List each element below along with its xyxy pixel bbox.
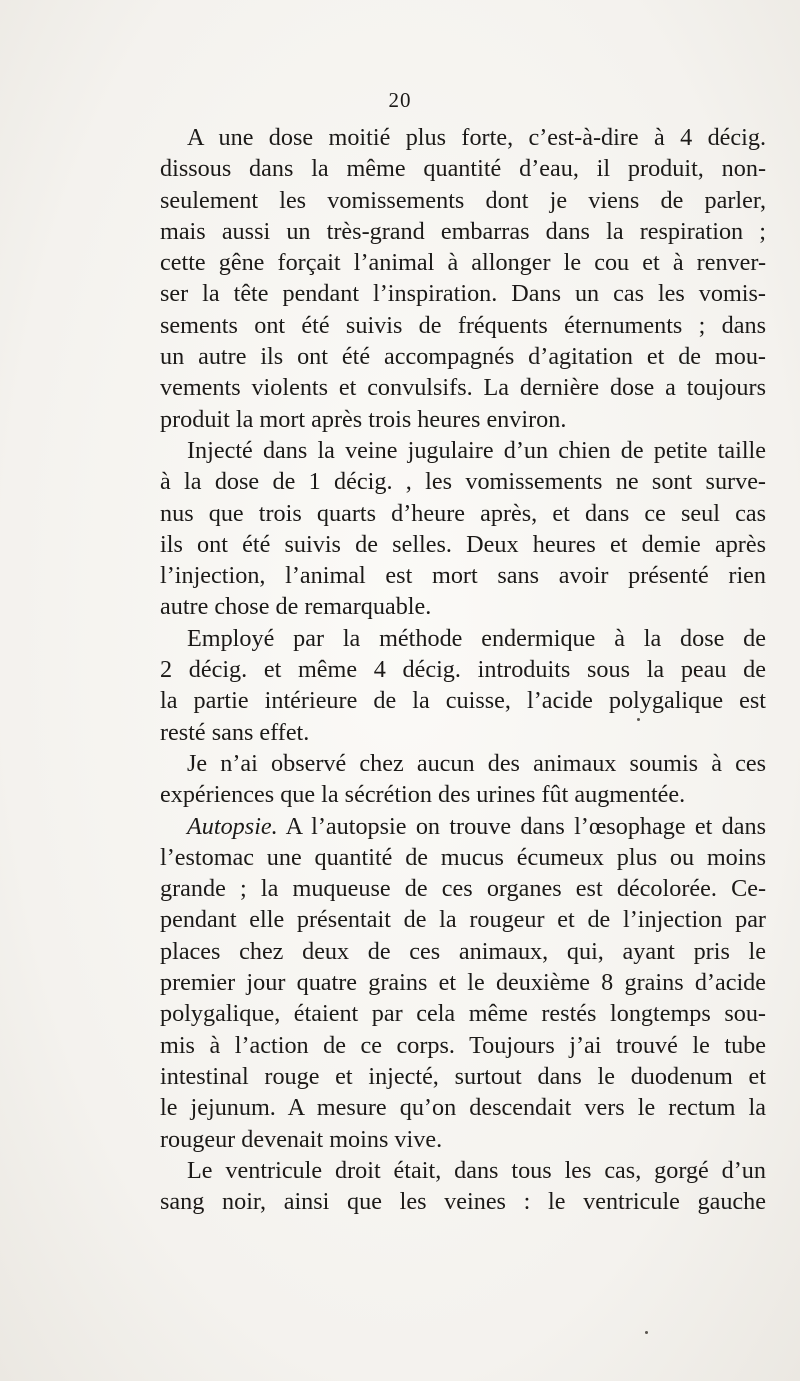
- line-text: l’estomac une quantité de mucus écumeux plus ou moins: [160, 843, 766, 871]
- line-text: places chez deux de ces animaux, qui, ayant pris le: [160, 937, 766, 965]
- text-line: [160, 466, 766, 497]
- line-text: mais aussi un très-grand embarras dans la respiration ;: [160, 217, 766, 245]
- text-line: [160, 748, 766, 779]
- line-text: vements violents et convulsifs. La dernière dose a toujours: [160, 374, 766, 402]
- line-text: resté sans effet.: [160, 718, 310, 746]
- line-text: le jejunum. A mesure qu’on descendait vers le rectum la: [160, 1094, 766, 1122]
- line-text: la partie intérieure de la cuisse, l’acide polygalique est: [160, 687, 766, 715]
- text-line: [160, 372, 766, 403]
- text-line: [160, 842, 766, 873]
- text-line: [160, 216, 766, 247]
- body-text: [160, 122, 766, 1217]
- text-line: [160, 122, 766, 153]
- text-line: [160, 247, 766, 278]
- line-text: expériences que la sécrétion des urines fût augmentée.: [160, 781, 686, 809]
- text-line: [160, 341, 766, 372]
- text-line: [160, 873, 766, 904]
- text-line: [160, 811, 766, 842]
- line-text: Injecté dans la veine jugulaire d’un chien de petite taille: [187, 436, 766, 464]
- text-line: [160, 1092, 766, 1123]
- line-text: grande ; la muqueuse de ces organes est décolorée. Ce-: [160, 875, 766, 903]
- text-line: [160, 1186, 766, 1217]
- text-line: [160, 1124, 766, 1155]
- text-line: [160, 1030, 766, 1061]
- text-line: [160, 654, 766, 685]
- text-line: [160, 904, 766, 935]
- line-text: seulement les vomissements dont je viens de parler,: [160, 186, 766, 214]
- text-line: [160, 717, 766, 748]
- text-line: [160, 936, 766, 967]
- text-line: [160, 779, 766, 810]
- text-line: [160, 185, 766, 216]
- italic-heading: Autopsie.: [187, 812, 278, 840]
- ink-speck: [637, 718, 640, 721]
- line-text: dissous dans la même quantité d’eau, il produit, non-: [160, 155, 766, 183]
- ink-speck: [645, 1331, 648, 1334]
- text-line: [160, 498, 766, 529]
- line-text: A une dose moitié plus forte, c’est-à-dire à 4 décig.: [187, 124, 766, 151]
- line-text: Je n’ai observé chez aucun des animaux soumis à ces: [187, 749, 766, 777]
- line-text: mis à l’action de ce corps. Toujours j’ai trouvé le tube: [160, 1031, 766, 1059]
- text-line: [160, 278, 766, 309]
- line-text: rougeur devenait moins vive.: [160, 1125, 443, 1153]
- text-line: [160, 310, 766, 341]
- line-text: A l’autopsie on trouve dans l’œsophage et dans: [277, 812, 766, 840]
- text-line: [160, 998, 766, 1029]
- page-number: 20: [388, 88, 412, 112]
- line-text: à la dose de 1 décig. , les vomissements ne sont surve-: [160, 468, 766, 496]
- line-text: un autre ils ont été accompagnés d’agitation et de mou-: [160, 343, 766, 371]
- text-line: [160, 685, 766, 716]
- line-text: l’injection, l’animal est mort sans avoir présenté rien: [160, 562, 766, 590]
- line-text: ils ont été suivis de selles. Deux heures et demie après: [160, 530, 766, 558]
- line-text: Le ventricule droit était, dans tous les cas, gorgé d’un: [187, 1156, 766, 1184]
- text-line: [160, 1155, 766, 1186]
- line-text: 2 décig. et même 4 décig. introduits sous la peau de: [160, 656, 766, 684]
- text-line: [160, 591, 766, 622]
- line-text: premier jour quatre grains et le deuxième 8 grains d’acide: [160, 969, 766, 997]
- line-text: intestinal rouge et injecté, surtout dans le duodenum et: [160, 1062, 766, 1090]
- text-line: [160, 153, 766, 184]
- text-line: [160, 529, 766, 560]
- text-line: [160, 435, 766, 466]
- text-line: [160, 1061, 766, 1092]
- text-line: [160, 404, 766, 435]
- line-text: ser la tête pendant l’inspiration. Dans un cas les vomis-: [160, 280, 766, 308]
- line-text: Employé par la méthode endermique à la dose de: [187, 624, 766, 652]
- line-text: cette gêne forçait l’animal à allonger le cou et à renver-: [160, 249, 766, 277]
- text-line: [160, 623, 766, 654]
- line-text: sang noir, ainsi que les veines : le ventricule gauche: [160, 1188, 766, 1216]
- line-text: nus que trois quarts d’heure après, et dans ce seul cas: [160, 499, 766, 527]
- line-text: produit la mort après trois heures environ.: [160, 405, 567, 433]
- text-line: [160, 967, 766, 998]
- line-text: pendant elle présentait de la rougeur et de l’injection par: [160, 906, 766, 934]
- line-text: sements ont été suivis de fréquents éternuments ; dans: [160, 311, 766, 339]
- text-line: [160, 560, 766, 591]
- line-text: polygalique, étaient par cela même restés longtemps sou-: [160, 1000, 766, 1028]
- line-text: autre chose de remarquable.: [160, 593, 432, 621]
